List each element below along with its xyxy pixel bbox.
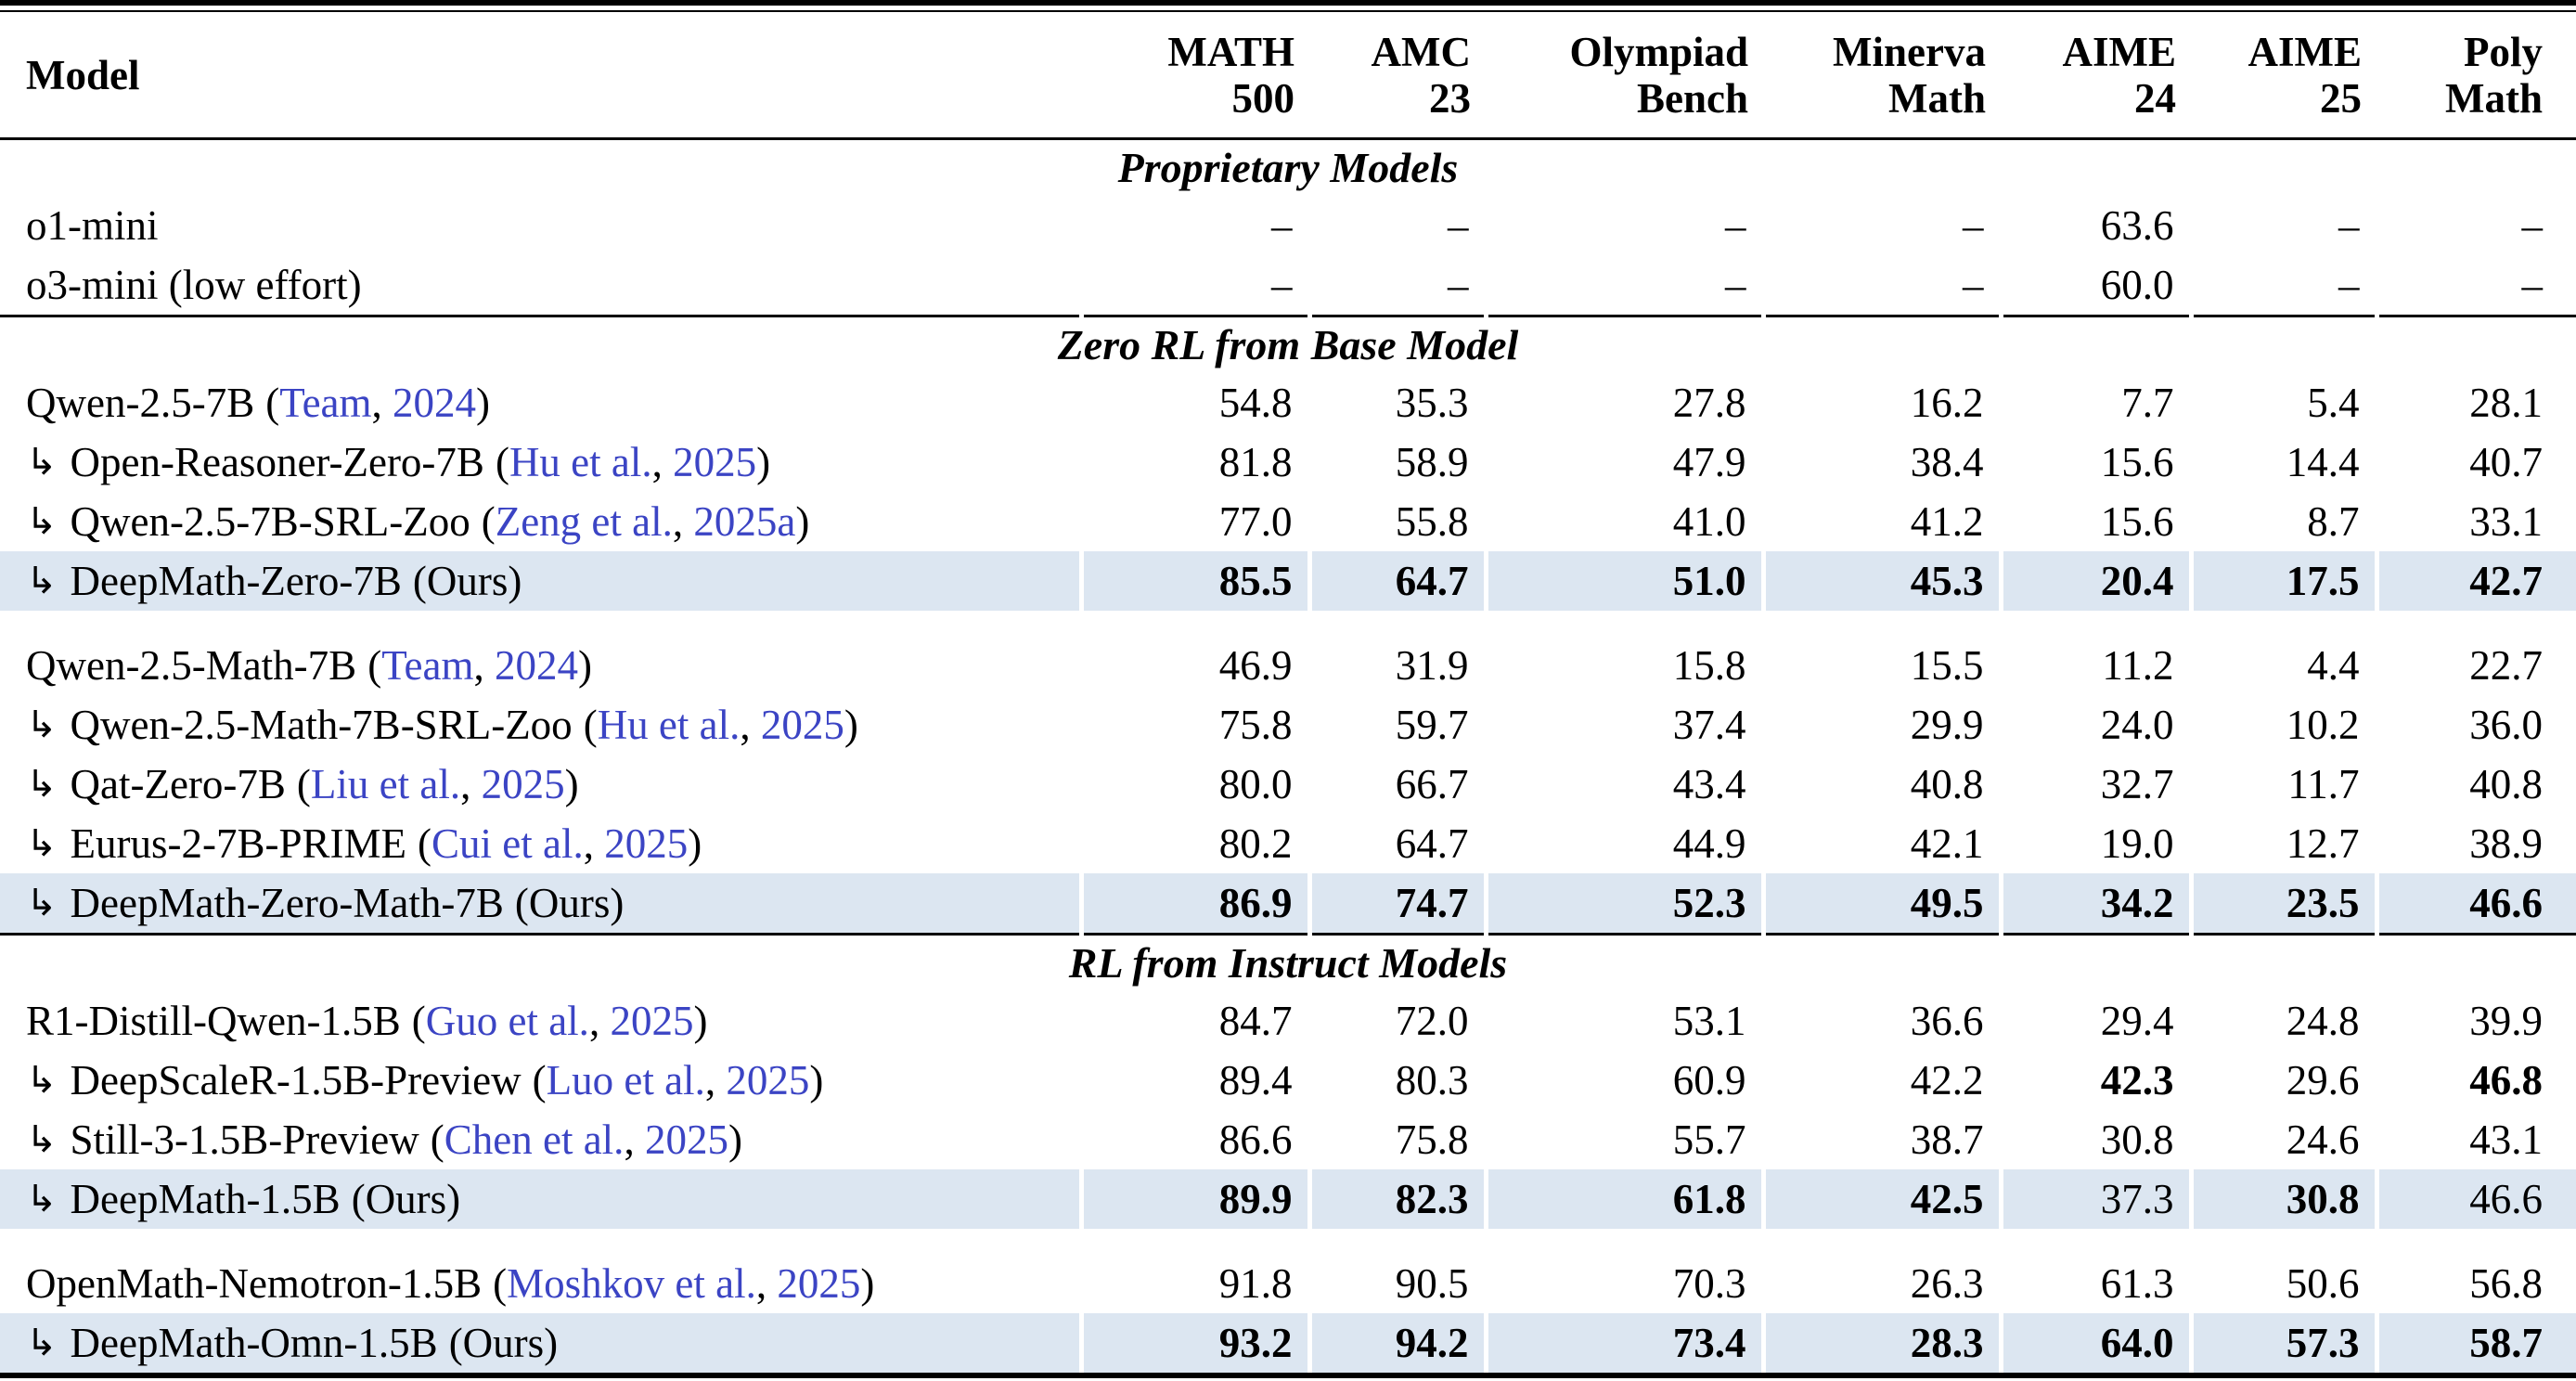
score-cell: 42.3 <box>2001 1051 2191 1110</box>
score-cell: 15.6 <box>2001 492 2191 551</box>
score-cell: 29.4 <box>2001 991 2191 1051</box>
citation-separator: , <box>704 1056 727 1104</box>
score-cell: 61.3 <box>2001 1254 2191 1313</box>
column-header-line2: 23 <box>1429 75 1471 123</box>
model-name-cell <box>0 492 1081 551</box>
score-cell: – <box>2191 255 2376 316</box>
citation-author-link[interactable]: Liu et al. <box>310 760 461 807</box>
model-name: Eurus-2-7B-PRIME <box>70 820 406 867</box>
citation-separator: , <box>651 438 674 485</box>
citation-year-link[interactable]: 2025 <box>777 1259 861 1307</box>
score-cell: 26.3 <box>1763 1254 2001 1313</box>
score-cell: 53.1 <box>1486 991 1763 1051</box>
citation-separator: , <box>583 820 605 867</box>
model-name: OpenMath-Nemotron-1.5B <box>26 1259 483 1307</box>
open-paren: ( <box>481 497 496 545</box>
score-cell: 51.0 <box>1486 551 1763 611</box>
score-cell: – <box>1486 196 1763 255</box>
score-cell: – <box>2376 255 2576 316</box>
score-cell: 82.3 <box>1309 1169 1486 1229</box>
score-cell: 15.5 <box>1763 636 2001 695</box>
citation-year-link[interactable]: 2025 <box>610 997 694 1044</box>
model-name: Qwen-2.5-7B <box>26 379 255 426</box>
score-cell: 61.8 <box>1486 1169 1763 1229</box>
score-cell: 44.9 <box>1486 814 1763 873</box>
score-cell: 20.4 <box>2001 551 2191 611</box>
column-header-model: Model <box>0 12 1081 138</box>
model-name: Still-3-1.5B-Preview <box>70 1116 419 1163</box>
close-paren: ) <box>860 1259 875 1307</box>
model-name-cell <box>0 1254 1081 1313</box>
score-cell: 46.8 <box>2376 1051 2576 1110</box>
score-cell: – <box>2191 196 2376 255</box>
score-cell: 74.7 <box>1309 873 1486 935</box>
column-header-amc <box>1309 12 1486 138</box>
score-cell: 30.8 <box>2001 1110 2191 1169</box>
score-cell: 86.9 <box>1081 873 1309 935</box>
branch-arrow-icon: ↳ <box>26 821 58 865</box>
citation-author-link[interactable]: Moshkov et al. <box>507 1259 756 1307</box>
score-cell: 57.3 <box>2191 1313 2376 1373</box>
branch-arrow-icon: ↳ <box>26 559 58 602</box>
ours-label: (Ours) <box>448 1319 559 1366</box>
close-paren: ) <box>844 701 858 748</box>
score-cell: 40.8 <box>1763 755 2001 814</box>
score-cell: 23.5 <box>2191 873 2376 935</box>
close-paren: ) <box>688 820 702 867</box>
model-name-cell <box>0 1169 1081 1229</box>
score-cell: 36.0 <box>2376 695 2576 755</box>
score-cell: 58.7 <box>2376 1313 2576 1373</box>
table-header <box>0 12 2576 138</box>
score-cell: 33.1 <box>2376 492 2576 551</box>
score-cell: 52.3 <box>1486 873 1763 935</box>
column-header-aime <box>2191 12 2376 138</box>
model-name: o3-mini (low effort) <box>26 261 362 308</box>
column-header-line1: AMC <box>1371 29 1471 75</box>
branch-arrow-icon: ↳ <box>26 1177 58 1220</box>
score-cell: 24.6 <box>2191 1110 2376 1169</box>
branch-arrow-icon: ↳ <box>26 1058 58 1102</box>
table-row <box>0 255 2576 316</box>
score-cell: 60.0 <box>2001 255 2191 316</box>
model-name-cell <box>0 1313 1081 1373</box>
score-cell: 55.7 <box>1486 1110 1763 1169</box>
column-header-line2: 25 <box>2320 75 2362 123</box>
citation-year-link[interactable]: 2025 <box>481 760 565 807</box>
score-cell: 49.5 <box>1763 873 2001 935</box>
table-row <box>0 492 2576 551</box>
score-cell: 7.7 <box>2001 373 2191 432</box>
bottom-rule <box>0 1373 2576 1381</box>
table-body <box>0 138 2576 1373</box>
model-name-cell <box>0 373 1081 432</box>
column-header-line2: 500 <box>1231 75 1294 123</box>
branch-arrow-icon: ↳ <box>26 881 58 924</box>
score-cell: 34.2 <box>2001 873 2191 935</box>
column-header-math <box>1081 12 1309 138</box>
section-header-row <box>0 934 2576 991</box>
model-name: Qwen-2.5-Math-7B <box>26 641 357 689</box>
score-cell: 73.4 <box>1486 1313 1763 1373</box>
table-row <box>0 432 2576 492</box>
score-cell: – <box>2376 196 2576 255</box>
citation-year-link[interactable]: 2025a <box>693 497 796 545</box>
citation-author-link[interactable]: Zeng et al. <box>495 497 673 545</box>
score-cell: 37.3 <box>2001 1169 2191 1229</box>
citation-separator: , <box>740 701 761 748</box>
group-spacer <box>0 611 2576 636</box>
citation-separator: , <box>624 1116 645 1163</box>
score-cell: 90.5 <box>1309 1254 1486 1313</box>
score-cell: 38.9 <box>2376 814 2576 873</box>
score-cell: 29.9 <box>1763 695 2001 755</box>
score-cell: 56.8 <box>2376 1254 2576 1313</box>
score-cell: 5.4 <box>2191 373 2376 432</box>
citation-separator: , <box>460 760 482 807</box>
score-cell: 28.1 <box>2376 373 2576 432</box>
citation-year-link[interactable]: 2025 <box>644 1116 728 1163</box>
score-cell: 66.7 <box>1309 755 1486 814</box>
score-cell: 80.0 <box>1081 755 1309 814</box>
citation-year-link[interactable]: 2025 <box>760 701 844 748</box>
table-row <box>0 636 2576 695</box>
open-paren: ( <box>583 701 598 748</box>
score-cell: 19.0 <box>2001 814 2191 873</box>
score-cell: 58.9 <box>1309 432 1486 492</box>
score-cell: 14.4 <box>2191 432 2376 492</box>
score-cell: 50.6 <box>2191 1254 2376 1313</box>
table-row <box>0 1254 2576 1313</box>
open-paren: ( <box>418 820 431 867</box>
ours-label: (Ours) <box>351 1175 461 1222</box>
ours-label: (Ours) <box>412 557 522 604</box>
score-cell: 89.4 <box>1081 1051 1309 1110</box>
table-row <box>0 695 2576 755</box>
open-paren: ( <box>367 641 382 689</box>
score-cell: 94.2 <box>1309 1313 1486 1373</box>
open-paren: ( <box>296 760 311 807</box>
score-cell: – <box>1081 196 1309 255</box>
branch-arrow-icon: ↳ <box>26 703 58 746</box>
citation-separator: , <box>588 997 611 1044</box>
group-spacer-cell <box>0 1229 2576 1254</box>
table-row <box>0 991 2576 1051</box>
score-cell: 59.7 <box>1309 695 1486 755</box>
table-row <box>0 814 2576 873</box>
close-paren: ) <box>577 641 592 689</box>
column-header-line1: AIME <box>2062 29 2176 75</box>
table-row <box>0 196 2576 255</box>
model-name: DeepMath-Zero-Math-7B <box>70 879 504 926</box>
model-name: o1-mini <box>26 201 159 249</box>
score-cell: – <box>1081 255 1309 316</box>
score-cell: 42.2 <box>1763 1051 2001 1110</box>
score-cell: 46.6 <box>2376 873 2576 935</box>
score-cell: – <box>1763 196 2001 255</box>
score-cell: 38.4 <box>1763 432 2001 492</box>
score-cell: 85.5 <box>1081 551 1309 611</box>
column-header-line2: Math <box>1888 75 1986 123</box>
score-cell: 91.8 <box>1081 1254 1309 1313</box>
score-cell: 32.7 <box>2001 755 2191 814</box>
score-cell: 11.7 <box>2191 755 2376 814</box>
table-row <box>0 1110 2576 1169</box>
close-paren: ) <box>693 997 708 1044</box>
citation-author-link[interactable]: Team <box>279 379 372 426</box>
model-name-cell <box>0 1051 1081 1110</box>
column-header-olympiad <box>1486 12 1763 138</box>
model-name-cell <box>0 814 1081 873</box>
score-cell: 15.6 <box>2001 432 2191 492</box>
column-header-line2: Bench <box>1636 75 1748 123</box>
score-cell: – <box>1763 255 2001 316</box>
score-cell: 60.9 <box>1486 1051 1763 1110</box>
score-cell: 4.4 <box>2191 636 2376 695</box>
citation-author-link[interactable]: Team <box>381 641 474 689</box>
score-cell: 37.4 <box>1486 695 1763 755</box>
score-cell: 42.5 <box>1763 1169 2001 1229</box>
score-cell: 81.8 <box>1081 432 1309 492</box>
model-name-cell <box>0 551 1081 611</box>
open-paren: ( <box>265 379 280 426</box>
model-name: DeepScaleR-1.5B-Preview <box>70 1056 522 1104</box>
close-paren: ) <box>476 379 491 426</box>
table-row <box>0 873 2576 935</box>
column-header-line1: Olympiad <box>1569 29 1748 75</box>
score-cell: 43.1 <box>2376 1110 2576 1169</box>
model-name-cell <box>0 636 1081 695</box>
branch-arrow-icon: ↳ <box>26 440 58 484</box>
score-cell: 35.3 <box>1309 373 1486 432</box>
section-title: Proprietary Models <box>1117 144 1459 192</box>
citation-year-link[interactable]: 2024 <box>494 641 578 689</box>
close-paren: ) <box>756 438 771 485</box>
citation-year-link[interactable]: 2025 <box>726 1056 810 1104</box>
table-row <box>0 373 2576 432</box>
section-header-row <box>0 138 2576 196</box>
column-header-line1: MATH <box>1167 29 1294 75</box>
score-cell: 89.9 <box>1081 1169 1309 1229</box>
score-cell: 45.3 <box>1763 551 2001 611</box>
model-name-cell <box>0 432 1081 492</box>
score-cell: 24.8 <box>2191 991 2376 1051</box>
citation-year-link[interactable]: 2025 <box>673 438 757 485</box>
score-cell: – <box>1309 196 1486 255</box>
close-paren: ) <box>564 760 579 807</box>
close-paren: ) <box>809 1056 824 1104</box>
score-cell: 63.6 <box>2001 196 2191 255</box>
score-cell: 10.2 <box>2191 695 2376 755</box>
citation-separator: , <box>473 641 495 689</box>
score-cell: 28.3 <box>1763 1313 2001 1373</box>
score-cell: 38.7 <box>1763 1110 2001 1169</box>
score-cell: 64.7 <box>1309 814 1486 873</box>
score-cell: 27.8 <box>1486 373 1763 432</box>
table-row <box>0 1313 2576 1373</box>
score-cell: 55.8 <box>1309 492 1486 551</box>
branch-arrow-icon: ↳ <box>26 499 58 543</box>
score-cell: 70.3 <box>1486 1254 1763 1313</box>
section-header-row <box>0 316 2576 373</box>
column-header-line2: Math <box>2445 75 2543 123</box>
branch-arrow-icon: ↳ <box>26 1117 58 1161</box>
citation-year-link[interactable]: 2025 <box>604 820 689 867</box>
score-cell: 77.0 <box>1081 492 1309 551</box>
score-cell: 75.8 <box>1081 695 1309 755</box>
model-name-cell <box>0 873 1081 935</box>
score-cell: 16.2 <box>1763 373 2001 432</box>
top-rule <box>0 0 2576 12</box>
citation-author-link[interactable]: Cui et al. <box>431 820 584 867</box>
close-paren: ) <box>728 1116 742 1163</box>
score-cell: 39.9 <box>2376 991 2576 1051</box>
model-name: Qat-Zero-7B <box>70 760 286 807</box>
score-cell: 54.8 <box>1081 373 1309 432</box>
citation-separator: , <box>755 1259 778 1307</box>
section-title: Zero RL from Base Model <box>0 316 2576 373</box>
citation-author-link[interactable]: Luo et al. <box>546 1056 705 1104</box>
score-cell: 31.9 <box>1309 636 1486 695</box>
score-cell: 36.6 <box>1763 991 2001 1051</box>
score-cell: 41.0 <box>1486 492 1763 551</box>
column-header-line1: AIME <box>2248 29 2362 75</box>
score-cell: 12.7 <box>2191 814 2376 873</box>
section-title: RL from Instruct Models <box>0 934 2576 991</box>
score-cell: – <box>1486 255 1763 316</box>
column-header-line2: 24 <box>2134 75 2176 123</box>
score-cell: 80.2 <box>1081 814 1309 873</box>
table-row <box>0 755 2576 814</box>
model-name: Qwen-2.5-Math-7B-SRL-Zoo <box>70 701 573 748</box>
model-name: Open-Reasoner-Zero-7B <box>70 438 484 485</box>
column-header-line1: Minerva <box>1833 29 1986 75</box>
column-header-minerva <box>1763 12 2001 138</box>
open-paren: ( <box>411 997 426 1044</box>
score-cell: 22.7 <box>2376 636 2576 695</box>
column-header-poly <box>2376 12 2576 138</box>
model-name: Qwen-2.5-7B-SRL-Zoo <box>70 497 470 545</box>
model-name-cell <box>0 991 1081 1051</box>
citation-separator: , <box>672 497 694 545</box>
score-cell: 40.7 <box>2376 432 2576 492</box>
citation-author-link[interactable]: Chen et al. <box>444 1116 625 1163</box>
score-cell: – <box>1309 255 1486 316</box>
score-cell: 8.7 <box>2191 492 2376 551</box>
branch-arrow-icon: ↳ <box>26 762 58 806</box>
benchmark-table <box>0 12 2576 1373</box>
close-paren: ) <box>795 497 810 545</box>
group-spacer <box>0 1229 2576 1254</box>
table-row <box>0 1051 2576 1110</box>
score-cell: 42.1 <box>1763 814 2001 873</box>
score-cell: 93.2 <box>1081 1313 1309 1373</box>
score-cell: 75.8 <box>1309 1110 1486 1169</box>
score-cell: 47.9 <box>1486 432 1763 492</box>
score-cell: 72.0 <box>1309 991 1486 1051</box>
score-cell: 64.7 <box>1309 551 1486 611</box>
model-name: DeepMath-Zero-7B <box>70 557 402 604</box>
column-header-line1: Poly <box>2464 29 2543 75</box>
score-cell: 11.2 <box>2001 636 2191 695</box>
open-paren: ( <box>430 1116 444 1163</box>
citation-year-link[interactable]: 2024 <box>393 379 477 426</box>
score-cell: 64.0 <box>2001 1313 2191 1373</box>
citation-author-link[interactable]: Hu et al. <box>509 438 652 485</box>
model-name-cell <box>0 1110 1081 1169</box>
score-cell: 40.8 <box>2376 755 2576 814</box>
score-cell: 42.7 <box>2376 551 2576 611</box>
column-header-aime <box>2001 12 2191 138</box>
score-cell: 80.3 <box>1309 1051 1486 1110</box>
score-cell: 41.2 <box>1763 492 2001 551</box>
branch-arrow-icon: ↳ <box>26 1321 58 1364</box>
open-paren: ( <box>495 438 509 485</box>
model-name-cell <box>0 695 1081 755</box>
model-name: DeepMath-1.5B <box>70 1175 341 1222</box>
model-name: R1-Distill-Qwen-1.5B <box>26 997 401 1044</box>
open-paren: ( <box>532 1056 547 1104</box>
score-cell: 30.8 <box>2191 1169 2376 1229</box>
group-spacer-cell <box>0 611 2576 636</box>
score-cell: 46.9 <box>1081 636 1309 695</box>
model-name: DeepMath-Omn-1.5B <box>70 1319 438 1366</box>
citation-author-link[interactable]: Guo et al. <box>425 997 589 1044</box>
score-cell: 84.7 <box>1081 991 1309 1051</box>
table-row <box>0 551 2576 611</box>
score-cell: 24.0 <box>2001 695 2191 755</box>
open-paren: ( <box>493 1259 508 1307</box>
score-cell: 86.6 <box>1081 1110 1309 1169</box>
model-name-cell <box>0 255 1081 316</box>
citation-author-link[interactable]: Hu et al. <box>597 701 741 748</box>
score-cell: 43.4 <box>1486 755 1763 814</box>
score-cell: 46.6 <box>2376 1169 2576 1229</box>
model-name-cell <box>0 755 1081 814</box>
ours-label: (Ours) <box>514 879 625 926</box>
table-row <box>0 1169 2576 1229</box>
citation-separator: , <box>371 379 393 426</box>
model-name-cell <box>0 196 1081 255</box>
score-cell: 29.6 <box>2191 1051 2376 1110</box>
score-cell: 15.8 <box>1486 636 1763 695</box>
header-row <box>0 12 2576 138</box>
score-cell: 17.5 <box>2191 551 2376 611</box>
